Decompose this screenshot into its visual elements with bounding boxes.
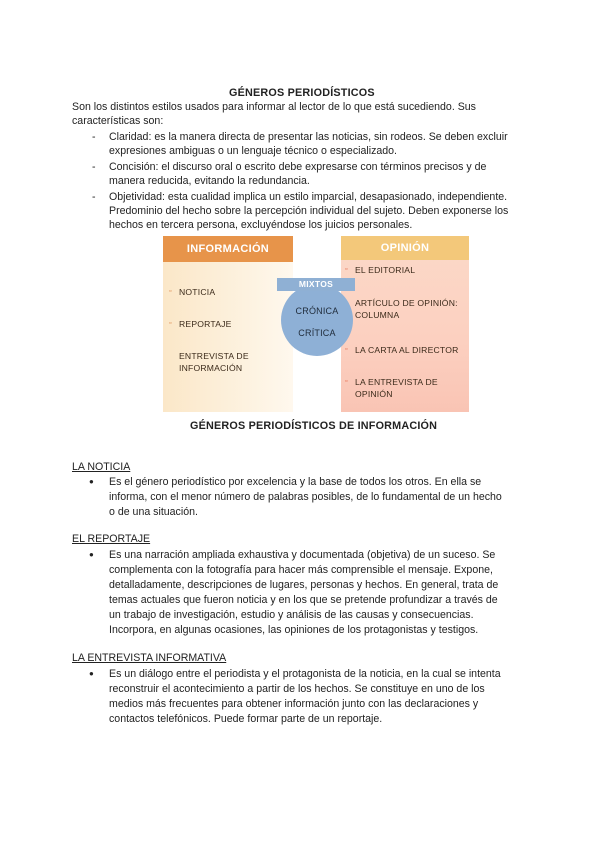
section-heading: EL REPORTAJE (72, 533, 151, 545)
section-line: Incorpora, en algunas ocasiones, las opiniones de los protagonistas y testigos. (109, 624, 479, 636)
page-title: GÉNEROS PERIODÍSTICOS (229, 87, 375, 99)
section-line: Es una narración ampliada exhaustiva y documentada (objetiva) de un suceso. Se (109, 549, 496, 561)
diagram-item: OPINIÓN (355, 389, 393, 399)
mixtos-item: CRÓNICA (295, 306, 339, 316)
section-line: Es un diálogo entre el periodista y el protagonista de la noticia, en la cual se intenta (109, 668, 501, 680)
list-dash: - (92, 161, 96, 173)
square-bullet-icon: ▫ (169, 288, 172, 295)
diagram-item: NOTICIA (179, 287, 216, 297)
diagram-item: EL EDITORIAL (355, 265, 416, 275)
list-dash: - (92, 191, 96, 203)
section-line: complementa con la fotografía para hacer más comprensible el mensaje. Expone, (109, 564, 493, 576)
square-bullet-icon: ▫ (345, 266, 348, 273)
square-bullet-icon: ▫ (169, 320, 172, 327)
square-bullet-icon: ▫ (345, 378, 348, 385)
opinion-box (341, 236, 469, 412)
list-dash: - (92, 131, 96, 143)
bullet-icon: ● (89, 550, 94, 559)
diagram-item: COLUMNA (355, 310, 400, 320)
diagram-item: ENTREVISTA DE (179, 351, 249, 361)
section-line: informa, con el menor número de palabras posibles, de lo fundamental de un hecho (109, 491, 502, 503)
characteristic-line: Claridad: es la manera directa de presentar las noticias, sin rodeos. Se deben excluir (109, 131, 508, 143)
square-bullet-icon: ▫ (345, 346, 348, 353)
diagram-item: INFORMACIÓN (179, 363, 243, 373)
characteristic-line: hechos en tercera persona, excluyéndose los juicios personales. (109, 219, 413, 231)
intro-line: características son: (72, 115, 164, 127)
characteristic-line: expresiones ambiguas o un lenguaje técnico o especializado. (109, 145, 397, 157)
section-line: detalladamente, descripciones de lugares, personas y hechos. En general, trata de (109, 579, 499, 591)
section-line: Es el género periodístico por excelencia y la base de todos los otros. En ella se (109, 476, 482, 488)
section-heading: LA NOTICIA (72, 461, 131, 473)
characteristic-line: Objetividad: esta cualidad implica un estilo imparcial, desapasionado, independiente. (109, 191, 508, 203)
information-box (163, 236, 293, 412)
section-line: temas actuales que fueron noticia y en los que se pretende profundizar a través de (109, 594, 498, 606)
bullet-icon: ● (89, 477, 94, 486)
section-line: medios más frecuentes para obtener información junto con las declaraciones y (109, 698, 479, 710)
characteristic-line: Predominio del hecho sobre la percepción individual del sujeto. Deben exponerse los (109, 205, 509, 217)
section-line: reconstruir el acontecimiento a partir de los hechos. Se constituye en uno de los (109, 683, 485, 695)
mixtos-label: MIXTOS (277, 278, 355, 291)
bullet-icon: ● (89, 669, 94, 678)
section-line: contactos telefónicos. Puede formar parte de un reportaje. (109, 713, 383, 725)
mixtos-item: CRÍTICA (298, 328, 336, 338)
diagram-item: LA CARTA AL DIRECTOR (355, 345, 459, 355)
diagram-item: ARTÍCULO DE OPINIÓN: (355, 298, 458, 308)
section-line: o de una situación. (109, 506, 198, 518)
characteristic-line: Concisión: el discurso oral o escrito debe expresarse con términos precisos y de (109, 161, 487, 173)
section-line: un trabajo de investigación, estudio y análisis de las causas y consecuencias. (109, 609, 474, 621)
diagram-item: REPORTAJE (179, 319, 232, 329)
characteristic-line: manera reducida, evitando la redundancia. (109, 175, 310, 187)
opinion-heading: OPINIÓN (341, 236, 469, 260)
diagram-item: LA ENTREVISTA DE (355, 377, 438, 387)
mixtos-circle (281, 284, 353, 356)
section-title: GÉNEROS PERIODÍSTICOS DE INFORMACIÓN (190, 420, 438, 432)
information-heading: INFORMACIÓN (163, 236, 293, 262)
intro-line: Son los distintos estilos usados para informar al lector de lo que está sucediendo. Sus (72, 101, 476, 113)
section-heading: LA ENTREVISTA INFORMATIVA (72, 652, 227, 664)
genres-diagram (163, 236, 469, 412)
